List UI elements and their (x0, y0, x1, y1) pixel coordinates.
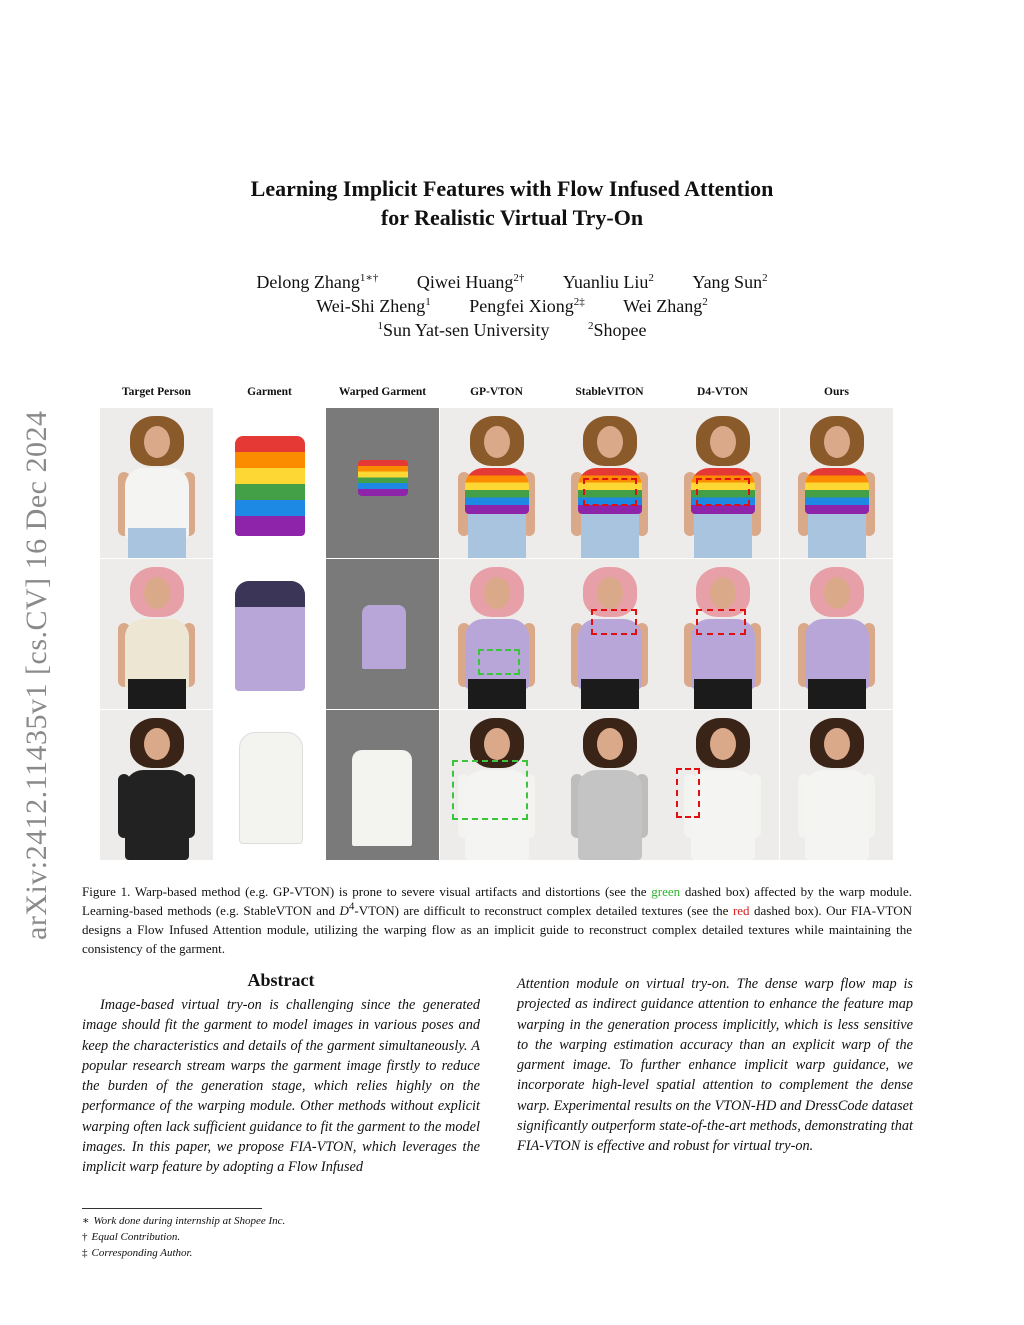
footnote: ∗ Work done during internship at Shopee Inc. (82, 1215, 286, 1227)
warped-garment-image (326, 710, 439, 860)
column-header: Target Person (122, 386, 191, 398)
author: Yang Sun$^2$ (692, 272, 768, 292)
garment-image (213, 559, 326, 709)
column-header: StableVITON (575, 386, 644, 398)
gp-vton-result-image (440, 559, 553, 709)
footnote-rule (82, 1208, 262, 1209)
figure-image-grid (100, 408, 893, 860)
ours-result-image (780, 710, 893, 860)
figure-column-headers (100, 386, 893, 408)
affiliation: $^1$Sun Yat-sen University (377, 320, 550, 340)
author: Delong Zhang$^{1∗\dagger}$ (256, 272, 379, 292)
red-dashed-box (676, 768, 700, 818)
red-dashed-box (583, 478, 637, 506)
target-person-image (100, 710, 213, 860)
column-header: Ours (824, 386, 849, 398)
column-header: Garment (247, 386, 292, 398)
footnotes (82, 1213, 285, 1261)
paper-title (0, 174, 1024, 232)
d4-vton-result-image (666, 559, 779, 709)
garment-image (213, 710, 326, 860)
author: Wei Zhang$^2$ (623, 296, 708, 316)
garment-image (213, 408, 326, 558)
figure-caption: Figure 1. Warp-based method (e.g. GP-VTON) is prone to severe visual artifacts and distortions (see the green dashed box) affected by the warp module. Learning-based methods (e.g. StableVTON and $D^4-VTON$) are difficult to reconstruct complex detailed textures (see the red dashed box). Our FIA-VTON designs a Flow Infused Attention module, utilizing the warping flow as an implicit guide to reconstruct complex detailed textures while maintaining the consistency of the garment. (82, 884, 912, 956)
affiliation-row (0, 318, 1024, 342)
author: Qiwei Huang$^{2\dagger}$ (416, 272, 525, 292)
ours-result-image (780, 559, 893, 709)
footnote: ‡ Corresponding Author. (82, 1247, 193, 1259)
column-header: D4-VTON (697, 386, 748, 398)
red-dashed-box (591, 609, 637, 635)
title-line-1: Learning Implicit Features with Flow Infused Attention (250, 176, 774, 201)
title-line-2: for Realistic Virtual Try-On (380, 205, 644, 230)
column-header: Warped Garment (338, 386, 427, 398)
author: Pengfei Xiong$^{2\ddagger}$ (469, 296, 585, 316)
footnote: † Equal Contribution. (82, 1231, 181, 1243)
gp-vton-result-image (440, 408, 553, 558)
affiliation: $^2$Shopee (588, 320, 647, 340)
author-block (0, 270, 1024, 342)
red-dashed-box (696, 478, 750, 506)
d4-vton-result-image (666, 710, 779, 860)
target-person-image (100, 408, 213, 558)
figure-1 (100, 386, 893, 408)
abstract-left-column: Image-based virtual try-on is challenging since the generated image should fit the garment to model images in various poses and keep the characteristics and details of the garment simultaneously. A popular research stream warps the garment image firstly to reduce the burden of the generation stage, which relies highly on the performance of the warping module. Other methods without explicit warping often lack sufficient guidance to fit the garment to the model images. In this paper, we propose FIA-VTON, which leverages the implicit warp feature by adopting a Flow Infused (82, 997, 480, 1176)
author: Yuanliu Liu$^2$ (562, 272, 654, 292)
stableviton-result-image (553, 559, 666, 709)
warped-garment-image (326, 408, 439, 558)
warped-garment-image (326, 559, 439, 709)
stableviton-result-image (553, 408, 666, 558)
red-dashed-box (696, 609, 746, 635)
column-header: GP-VTON (470, 386, 523, 398)
author-row-2 (0, 294, 1024, 318)
gp-vton-result-image (440, 710, 553, 860)
d4-vton-result-image (666, 408, 779, 558)
abstract-heading: Abstract (247, 970, 315, 990)
author-row-1 (0, 270, 1024, 294)
target-person-image (100, 559, 213, 709)
green-dashed-box (452, 760, 528, 820)
author: Wei-Shi Zheng$^1$ (316, 296, 431, 316)
ours-result-image (780, 408, 893, 558)
stableviton-result-image (553, 710, 666, 860)
arxiv-stamp: arXiv:2412.11435v1 [cs.CV] 16 Dec 2024 (20, 410, 53, 940)
green-dashed-box (478, 649, 520, 675)
abstract-right-column: Attention module on virtual try-on. The dense warp flow map is projected as indirect guidance attention to enhance the feature map warping in the generation process implicitly, which is less sensitive to the warping estimation accuracy than an explicit warp of the garment image. To further enhance implicit warp guidance, we incorporate high-level spatial attention to complement the dense warp. Experimental results on the VTON-HD and DressCode dataset significantly outperform state-of-the-art methods, demonstrating that FIA-VTON is effective and robust for virtual try-on. (517, 976, 913, 1155)
